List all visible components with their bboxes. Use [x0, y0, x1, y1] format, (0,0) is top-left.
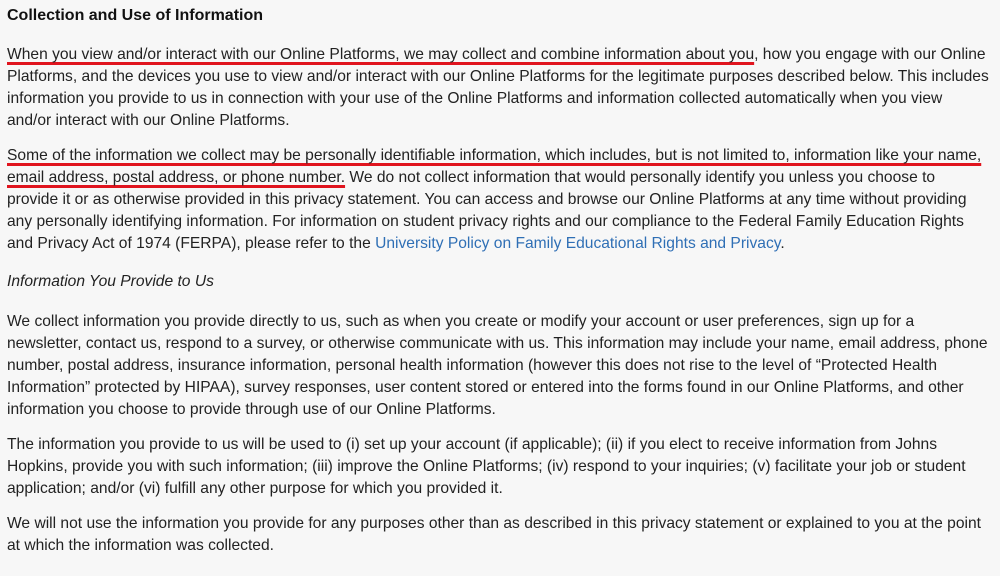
subheading-info-you-provide: Information You Provide to Us	[7, 273, 214, 290]
paragraph-text: We do not collect information that would personally identify you unless you choose to provide it or as otherwise provided in this privacy statement. You can access and browse our Online Platforms at any time without providing any personally identifying information. For information on student privacy rights and our compliance to the Federal Family Education Rights and Privacy Act of 1974 (FERPA), please refer to the	[7, 169, 967, 252]
paragraph-text: , how you engage with our Online Platforms, and the devices you use to view and/or interact with our Online Platforms for the legitimate purposes described below. This includes information you provide to us in connection with your use of the Online Platforms and information collected automatically when you view and/or interact with our Online Platforms.	[7, 46, 989, 129]
paragraph-end: .	[780, 235, 785, 252]
section-title: Collection and Use of Information	[7, 7, 264, 24]
paragraph-info-collected: We collect information you provide directly to us, such as when you create or modify your account or user preferences, sign up for a newsletter, contact us, respond to a survey, or otherwise communicate with us. This information may include your name, email address, phone number, postal address, insurance information, personal health information (however this does not rise to the level of “Protected Health Information” protected by HIPAA), survey responses, user content stored or entered into the forms found in our Online Platforms, and other information you choose to provide through use of our Online Platforms.	[7, 313, 988, 418]
paragraph-personal-info	[7, 145, 990, 255]
paragraph-info-limits: We will not use the information you provide for any purposes other than as described in this privacy statement or explained to you at the point at which the information was collected.	[7, 515, 982, 554]
underlined-sentence: When you view and/or interact with our Online Platforms, we may collect and combine information about you	[7, 46, 755, 63]
ferpa-policy-link[interactable]: University Policy on Family Educational Rights and Privacy	[375, 235, 781, 252]
paragraph-info-use: The information you provide to us will be used to (i) set up your account (if applicable); (ii) if you elect to receive information from Johns Hopkins, provide you with such information; (iii) improve the Online Platforms; (iv) respond to your inquiries; (v) facilitate your job or student application; and/or (vi) fulfill any other purpose for which you provided it.	[7, 436, 966, 497]
underlined-sentence: Some of the information we collect may be personally identifiable information, which includes, but is not limited to, information like your name, email address, postal address, or phone number.	[7, 147, 982, 186]
paragraph-collection-intro	[7, 44, 990, 132]
